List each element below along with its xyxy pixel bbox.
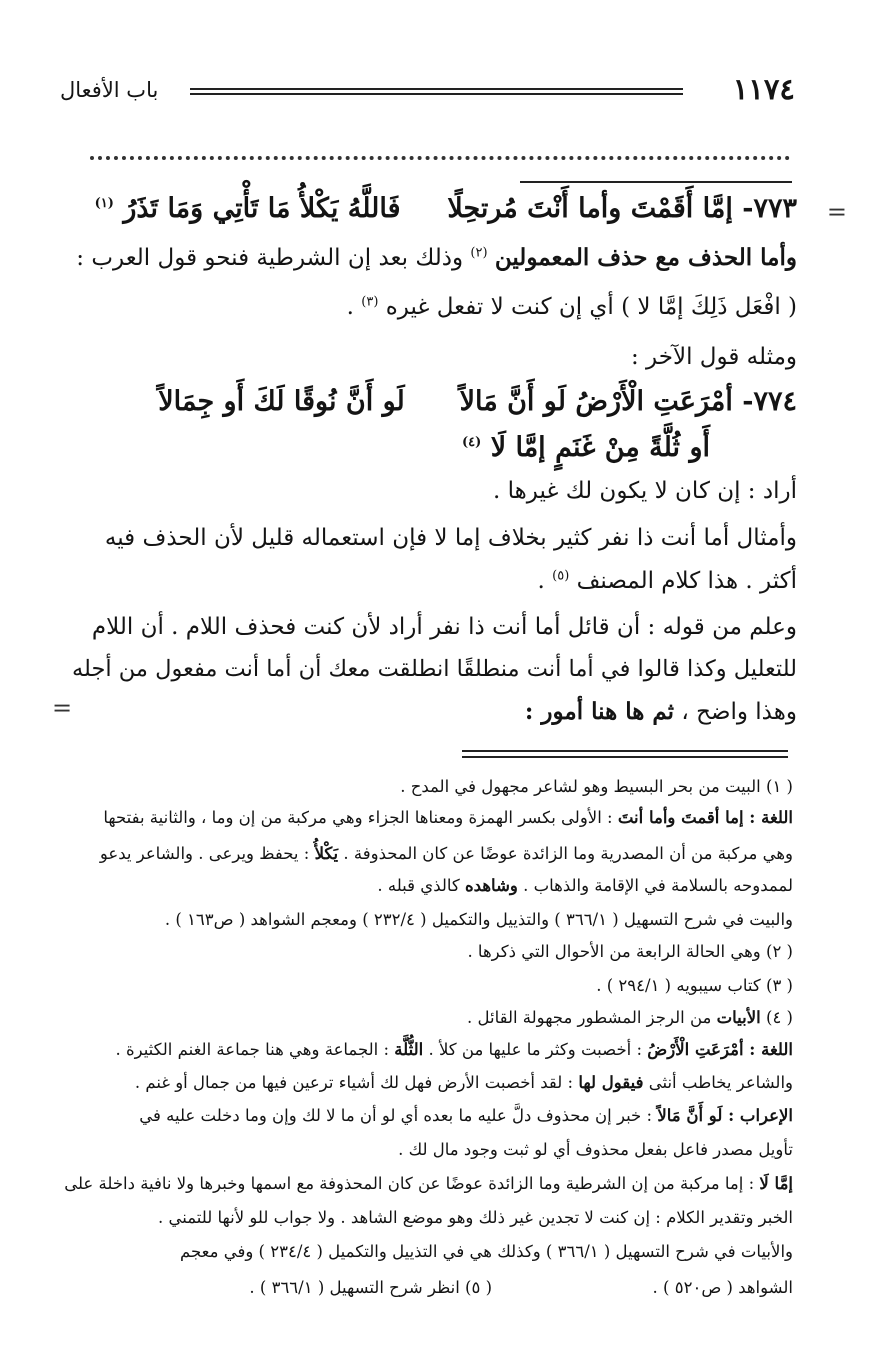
chapter-title: باب الأفعال [60,78,159,102]
header-rule [190,88,683,95]
footnote-line: والبيت في شرح التسهيل ( ٣٦٦/١ ) والتذييل والتكميل ( ٢٣٢/٤ ) ومعجم الشواهد ( ص١٦٣ ) . [164,910,793,929]
bold-phrase: فيقول لها [578,1073,644,1092]
footnote-line: الخبر وتقدير الكلام : إن كنت لا تجدين غير ذلك وهو موضع الشاهد . ولا جواب للو لأنها للتمني . [158,1208,793,1227]
footnote-line: والأبيات في شرح التسهيل ( ٣٦٦/١ ) وكذلك هي في التذييل والتكميل ( ٢٣٤/٤ ) وفي معجم [180,1242,793,1261]
text-span: ( ٥) انظر شرح التسهيل ( ٣٦٦/١ ) . [249,1278,493,1297]
text-span: لممدوحه بالسلامة في الإقامة والذهاب . [523,876,793,895]
text-span: . [537,568,545,594]
verse-second-half: لَو أَنَّ نُوقًا لَكَ أَو جِمَالاً [158,386,405,417]
footnote-line [467,1008,793,1027]
footnote-rule [462,750,788,758]
text-line: للتعليل وكذا قالوا في أما أنت منطلقًا انطلقت معك أن أما أنت مفعول من أجله [71,656,797,682]
text-span: ( افْعَل ذَلِكَ إمَّا لا ) أي إن كنت لا تفعل غيره [385,294,797,320]
text-span: . [346,294,354,320]
text-span: الشواهد ( ص٥٢٠ ) . [652,1278,793,1297]
verse-text: أَو ثُلَّةً مِنْ غَنَمٍ إمَّا لَا [490,432,710,463]
bold-phrase: اللغة : إما أقمتَ وأما أنتَ [617,808,793,827]
verse-773 [95,193,797,224]
text-span: : يحفظ ويرعى . والشاعر يدعو [99,844,310,863]
verse-774 [158,386,797,417]
text-span: ( ٤) [766,1008,793,1027]
footnote-line [100,844,793,863]
footnote-line: ( ٣) كتاب سيبويه ( ٢٩٤/١ ) . [596,976,793,995]
bold-phrase: الثُّلَّة [394,1040,424,1059]
text-span: : أخصبت وكثر ما عليها من كلأ . [428,1040,643,1059]
text-line: ومثله قول الآخر : [631,344,797,370]
running-header [60,72,795,112]
bold-phrase: وشاهده [465,876,518,895]
bold-phrase: وأما الحذف مع حذف المعمولين [494,244,797,271]
verse-first-half: أمْرَعَتِ الْأَرْضُ لَو أَنَّ مَالاً [459,386,733,417]
bold-phrase: الأبيات [716,1008,761,1027]
verse-first-half: إمَّا أَقَمْتَ وأما أَنْتَ مُرتحِلًا [447,193,733,224]
text-span: أكثر . هذا كلام المصنف [576,568,797,594]
footnote-ref: (٣) [361,294,379,310]
text-span: : خبر إن محذوف دلَّ عليه ما بعده أي لو أن ما لا لك وإن وما دخلت عليه في [139,1106,653,1125]
text-span: وهذا واضح ، [681,699,797,725]
footnote-line [377,876,793,895]
text-span: والشاعر يخاطب أنثى [648,1073,793,1092]
footnote-line [64,1174,793,1193]
section-rule [520,181,792,183]
footnote-line: ( ٢) وهي الحالة الرابعة من الأحوال التي ذكرها . [467,942,793,961]
text-span: من الرجز المشطور مجهولة القائل . [467,1008,712,1027]
text-line [525,698,797,725]
verse-number: ٧٧٤- [742,386,797,417]
bold-phrase: إمَّا لَا [759,1174,793,1193]
footnote-line: ( ١) البيت من بحر البسيط وهو لشاعر مجهول في المدح . [400,777,793,796]
text-span: وهي مركبة من أن المصدرية وما الزائدة عوضًا عن كان المحذوفة . [343,844,793,863]
verse-774-line2 [462,432,710,463]
bold-phrase: يَكْلأُ [314,844,339,863]
text-span: : الجماعة وهي هنا جماعة الغنم الكثيرة . [115,1040,390,1059]
verse-number: ٧٧٣- [742,193,797,224]
text-line: وعلم من قوله : أن قائل أما أنت ذا نفر أراد لأن كنت فحذف اللام . أن اللام [91,614,797,640]
bold-phrase: ثم ها هنا أمور : [524,698,675,725]
text-span: وذلك بعد إن الشرطية فنحو قول العرب : [76,245,464,271]
footnote-line: تأويل مصدر فاعل بفعل محذوف أي لو ثبت وجود مال لك . [398,1140,793,1159]
continuation-mark: = [826,198,847,226]
text-span: : الأولى بكسر الهمزة ومعناها الجزاء وهي مركبة من إن وما ، والثانية بفتحها [103,808,613,827]
footnote-ref: (٢) [470,245,488,261]
text-span: : إما مركبة من إن الشرطية وما الزائدة عوضًا عن كان المحذوفة مع اسمها وخبرها ولا نافية داخلة على [64,1174,755,1193]
bold-phrase: الإعراب : لَو أَنَّ مَالاً [657,1106,793,1125]
text-line [538,568,798,594]
footnote-ref: (٥) [552,568,570,584]
text-line [76,244,797,271]
footnote-line [115,1040,793,1059]
text-line: وأمثال أما أنت ذا نفر كثير بخلاف إما لا فإن استعماله قليل لأن الحذف فيه [104,525,797,551]
footnote-ref: (١) [94,196,114,211]
text-line: أراد : إن كان لا يكون لك غيرها . [493,478,797,504]
footnote-line [139,1106,793,1125]
text-line [347,294,797,320]
dotted-separator [90,142,790,160]
continuation-mark: = [52,694,73,722]
footnote-line [103,808,793,827]
footnote-ref: (٤) [461,435,482,450]
footnote-line [135,1073,793,1092]
footnote-line [249,1278,793,1297]
text-span: كالذي قبله . [377,876,460,895]
page-number: ١١٧٤ [732,72,795,106]
bold-phrase: اللغة : أمْرَعَتِ الْأَرْضُ [647,1040,793,1059]
verse-second-half: فَاللَّهُ يَكْلأُ مَا تَأْتِي وَمَا تَذَرُ [123,193,401,224]
text-span: : لقد أخصبت الأرض فهل لك أشياء ترعين فيها من جمال أو غنم . [134,1073,574,1092]
